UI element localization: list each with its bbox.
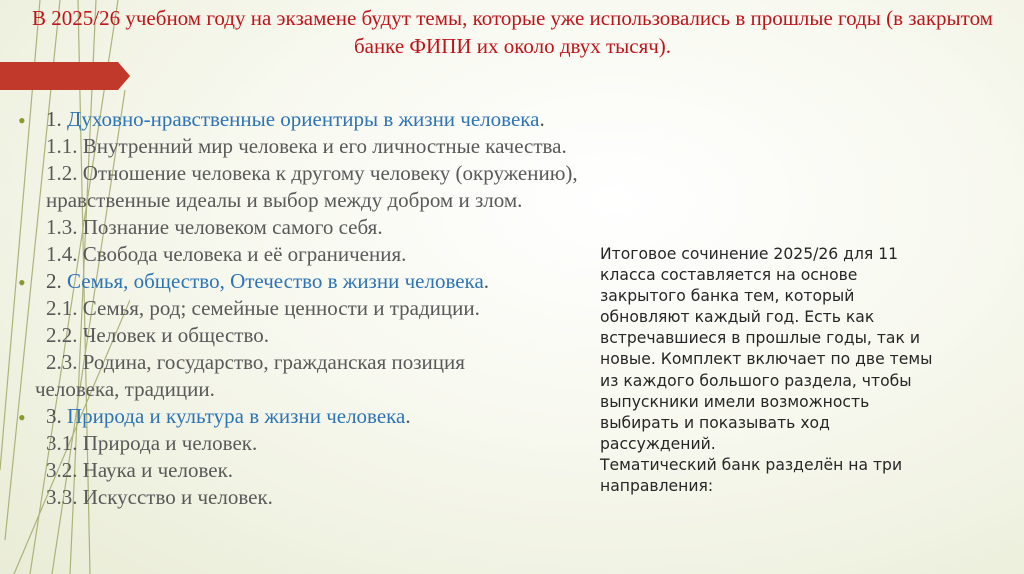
topic-1 bbox=[18, 106, 618, 268]
description-line: направления: bbox=[600, 477, 714, 496]
topic-3 bbox=[18, 403, 618, 511]
bullet-icon: • bbox=[18, 270, 26, 295]
subtopic: 3.3. Искусство и человек. bbox=[46, 485, 273, 509]
description-line: Итоговое сочинение 2025/26 для 11 bbox=[600, 245, 899, 263]
description-text bbox=[600, 244, 978, 497]
subtopic: 1.3. Познание человеком самого себя. bbox=[46, 215, 383, 239]
description-line: рассуждений. bbox=[600, 434, 716, 453]
subtopic: человека, традиции. bbox=[35, 377, 215, 401]
topic-list bbox=[18, 106, 618, 511]
subtopic: 2.1. Семья, род; семейные ценности и традиции. bbox=[46, 296, 480, 320]
subtopic: 1.4. Свобода человека и её ограничения. bbox=[46, 242, 407, 266]
description-line: Тематический банк разделён на три bbox=[600, 455, 903, 474]
accent-band bbox=[0, 62, 130, 90]
description-line: обновляют каждый год. Есть как bbox=[600, 308, 875, 327]
bullet-icon: • bbox=[18, 405, 26, 430]
bullet-icon: • bbox=[18, 108, 26, 133]
topic-2 bbox=[18, 268, 618, 403]
description-line: закрытого банка тем, который bbox=[600, 287, 855, 306]
subtopic: 1.2. Отношение человека к другому человеку (окружению), нравственные идеалы и выбор между добром и злом. bbox=[46, 161, 578, 212]
description-line: класса составляется на основе bbox=[600, 266, 858, 285]
subtopic: 2.2. Человек и общество. bbox=[46, 323, 269, 347]
subtopic: 3.1. Природа и человек. bbox=[46, 431, 258, 455]
topic-heading: 3. Природа и культура в жизни человека. bbox=[46, 404, 411, 428]
description-line: из каждого большого раздела, чтобы bbox=[600, 371, 912, 390]
subtopic: 1.1. Внутренний мир человека и его личностные качества. bbox=[46, 134, 567, 158]
topic-heading: 2. Семья, общество, Отечество в жизни человека. bbox=[46, 269, 490, 293]
description-line: встречавшиеся в прошлые годы, так и bbox=[600, 329, 920, 348]
description-line: выпускники имели возможность bbox=[600, 392, 870, 411]
topic-heading: 1. Духовно-нравственные ориентиры в жизни человека. bbox=[46, 107, 545, 131]
subtopic: 3.2. Наука и человек. bbox=[46, 458, 234, 482]
description-line: выбирать и показывать ход bbox=[600, 413, 830, 432]
subtopic: 2.3. Родина, государство, гражданская позиция bbox=[46, 350, 465, 374]
slide-title: В 2025/26 учебном году на экзамене будут темы, которые уже использовались в прошлые годы (в закрытом банке ФИПИ их около двух тысяч). bbox=[32, 6, 993, 58]
description-line: новые. Комплект включает по две темы bbox=[600, 350, 933, 369]
